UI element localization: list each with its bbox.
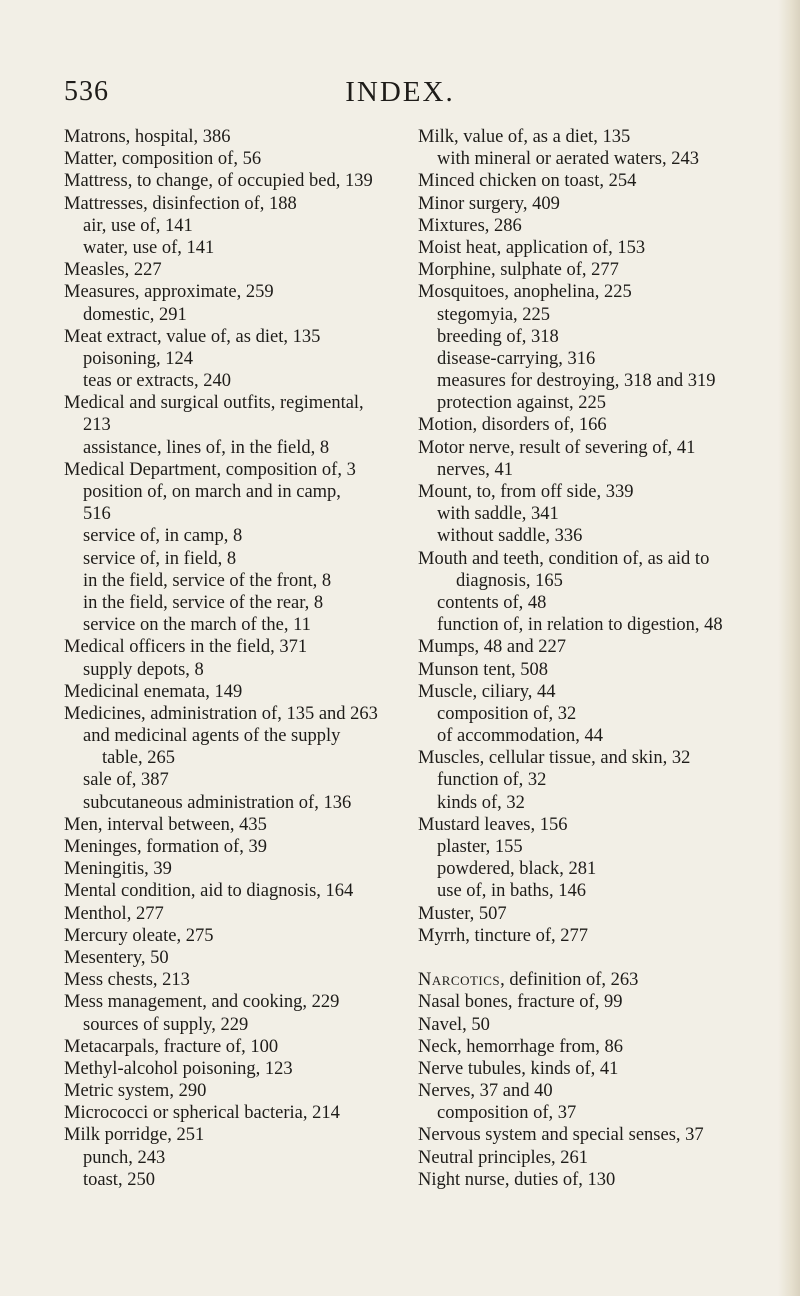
index-entry: Minced chicken on toast, 254	[418, 171, 637, 192]
index-entry: Moist heat, application of, 153	[418, 237, 646, 258]
index-entry: Mess chests, 213	[64, 970, 190, 991]
index-subentry: nerves, 41	[437, 459, 514, 480]
index-subentry: supply depots, 8	[83, 659, 204, 680]
index-entry: Muscles, cellular tissue, and skin, 32	[418, 748, 691, 769]
index-subentry: water, use of, 141	[83, 237, 215, 258]
index-entry: Men, interval between, 435	[64, 814, 267, 835]
index-entry: Menthol, 277	[64, 903, 164, 924]
index-subentry: in the field, service of the rear, 8	[83, 592, 324, 613]
section-gap	[418, 947, 788, 969]
index-column-left	[64, 126, 394, 1191]
index-entry: Nerve tubules, kinds of, 41	[418, 1058, 619, 1079]
index-entry: Motor nerve, result of severing of, 41	[418, 437, 696, 458]
index-subentry: measures for destroying, 318 and 319	[437, 371, 716, 392]
index-entry: Navel, 50	[418, 1014, 490, 1035]
index-entry: Milk, value of, as a diet, 135	[418, 127, 631, 147]
index-entry: Muster, 507	[418, 903, 507, 924]
index-entry: Munson tent, 508	[418, 659, 549, 680]
index-subentry: service of, in field, 8	[83, 548, 237, 569]
index-entry: Medical Department, composition of, 3	[64, 459, 356, 480]
index-entry: Nasal bones, fracture of, 99	[418, 992, 623, 1013]
index-subentry: assistance, lines of, in the field, 8	[83, 437, 330, 458]
index-entry: Matrons, hospital, 386	[64, 127, 231, 147]
index-subentry: teas or extracts, 240	[83, 371, 231, 392]
index-entry: Mustard leaves, 156	[418, 814, 568, 835]
index-entry: Metacarpals, fracture of, 100	[64, 1036, 279, 1057]
index-subentry: air, use of, 141	[83, 215, 193, 236]
index-entry: Meat extract, value of, as diet, 135	[64, 326, 321, 347]
index-subentry: without saddle, 336	[437, 526, 583, 547]
index-subentry: protection against, 225	[437, 393, 607, 414]
index-subentry: plaster, 155	[437, 837, 523, 857]
index-entry: Medicinal enemata, 149	[64, 681, 243, 702]
index-entry: Mixtures, 286	[418, 215, 522, 236]
index-entry: Mount, to, from off side, 339	[418, 482, 634, 502]
index-subentry: toast, 250	[83, 1169, 155, 1190]
running-title: INDEX.	[345, 76, 455, 108]
index-subentry: service on the march of the, 11	[83, 615, 311, 636]
index-entry: Methyl-alcohol poisoning, 123	[64, 1058, 293, 1079]
index-entry: Nerves, 37 and 40	[418, 1081, 553, 1102]
index-subentry: punch, 243	[83, 1147, 166, 1168]
index-column-right	[418, 126, 788, 1191]
index-entry: Mental condition, aid to diagnosis, 164	[64, 881, 354, 902]
index-entry: Micrococci or spherical bacteria, 214	[64, 1103, 340, 1124]
index-entry: Morphine, sulphate of, 277	[418, 260, 619, 281]
page-number: 536	[64, 76, 109, 107]
index-subentry: stegomyia, 225	[437, 304, 551, 325]
index-subentry: of accommodation, 44	[437, 726, 603, 747]
index-entry: Mattress, to change, of occupied bed, 139	[64, 171, 373, 192]
page-header	[0, 76, 800, 116]
index-entry: Medicines, administration of, 135 and 263	[64, 703, 378, 724]
index-entry: Meningitis, 39	[64, 859, 172, 880]
section-lead-word: Narcotics	[418, 970, 501, 991]
index-entry: Mess management, and cooking, 229	[64, 992, 340, 1013]
index-entry: Milk porridge, 251	[64, 1125, 205, 1146]
index-subentry: diagnosis, 165	[456, 570, 563, 591]
index-subentry: table, 265	[102, 748, 175, 769]
index-entry: Medical and surgical outfits, regimental,	[64, 393, 364, 414]
index-entry: Neutral principles, 261	[418, 1147, 589, 1168]
index-entry: Nervous system and special senses, 37	[418, 1125, 704, 1146]
index-subentry: and medicinal agents of the supply	[83, 726, 341, 747]
index-subentry: powdered, black, 281	[437, 859, 597, 880]
index-subentry: contents of, 48	[437, 592, 547, 613]
index-subentry: 213	[83, 415, 111, 436]
index-entry: Night nurse, duties of, 130	[418, 1169, 616, 1190]
index-entry: Minor surgery, 409	[418, 193, 560, 214]
index-subentry: breeding of, 318	[437, 326, 559, 347]
index-subentry: function of, 32	[437, 770, 547, 791]
index-subentry: in the field, service of the front, 8	[83, 570, 332, 591]
index-entry: Mesentery, 50	[64, 947, 169, 968]
index-subentry: with saddle, 341	[437, 504, 559, 525]
index-entry: Measles, 227	[64, 260, 162, 281]
index-entry	[418, 969, 788, 991]
index-entry: Mouth and teeth, condition of, as aid to	[418, 548, 710, 569]
index-entry: Muscle, ciliary, 44	[418, 681, 556, 702]
index-subentry: function of, in relation to digestion, 48	[437, 615, 723, 636]
index-entry: Myrrh, tincture of, 277	[418, 925, 589, 946]
index-entry: Measures, approximate, 259	[64, 282, 274, 303]
index-subentry: with mineral or aerated waters, 243	[437, 149, 699, 170]
index-subentry: subcutaneous administration of, 136	[83, 792, 352, 813]
index-subentry: service of, in camp, 8	[83, 526, 243, 547]
index-entry: Neck, hemorrhage from, 86	[418, 1036, 623, 1057]
index-entry: Medical officers in the field, 371	[64, 637, 308, 658]
index-entry: Mattresses, disinfection of, 188	[64, 193, 297, 214]
index-subentry: composition of, 37	[437, 1103, 577, 1124]
index-entry: Mercury oleate, 275	[64, 925, 214, 946]
index-entry: Matter, composition of, 56	[64, 149, 262, 170]
index-subentry: disease-carrying, 316	[437, 348, 596, 369]
entry-text: , definition of, 263	[500, 970, 639, 991]
index-subentry: sources of supply, 229	[83, 1014, 249, 1035]
index-entry: Meninges, formation of, 39	[64, 837, 267, 857]
index-subentry: sale of, 387	[83, 770, 169, 791]
index-entry: Mumps, 48 and 227	[418, 637, 566, 658]
index-subentry: domestic, 291	[83, 304, 187, 325]
index-subentry: kinds of, 32	[437, 792, 525, 813]
index-entry: Motion, disorders of, 166	[418, 415, 607, 436]
index-subentry: 516	[83, 504, 111, 525]
index-subentry: composition of, 32	[437, 703, 577, 724]
index-subentry: use of, in baths, 146	[437, 881, 587, 902]
index-subentry: poisoning, 124	[83, 348, 193, 369]
index-entry: Mosquitoes, anophelina, 225	[418, 282, 632, 303]
index-subentry: position of, on march and in camp,	[83, 482, 341, 502]
index-entry: Metric system, 290	[64, 1081, 207, 1102]
